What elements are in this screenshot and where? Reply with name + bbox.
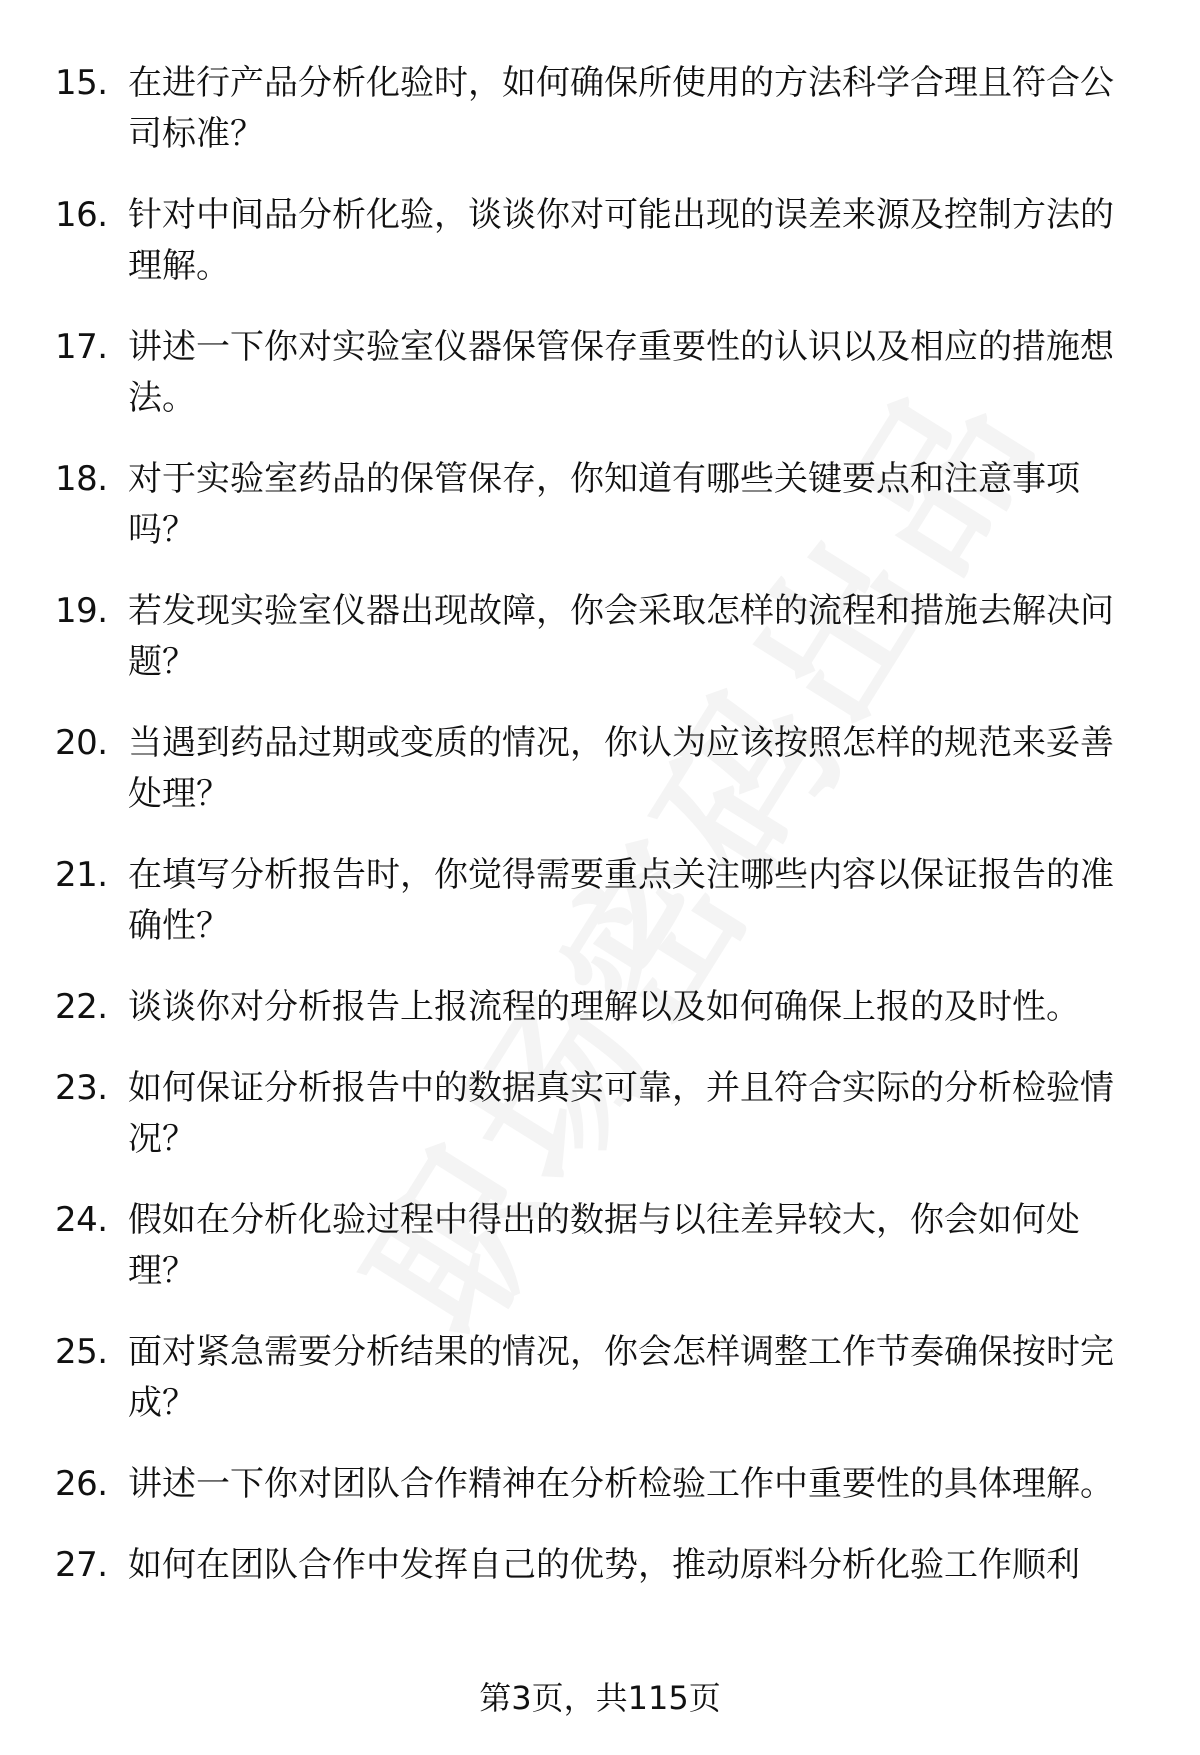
question-number: 27. [55, 1545, 108, 1585]
question-text: 在进行产品分析化验时，如何确保所使用的方法科学合理且符合公司标准？ [128, 63, 1114, 154]
question-item [55, 1327, 1145, 1429]
question-number: 24. [55, 1200, 108, 1240]
question-item [55, 190, 1145, 292]
question-number: 20. [55, 723, 108, 763]
question-text: 当遇到药品过期或变质的情况，你认为应该按照怎样的规范来妥善处理？ [128, 723, 1114, 814]
question-number: 21. [55, 855, 108, 895]
question-text: 对于实验室药品的保管保存，你知道有哪些关键要点和注意事项吗？ [128, 459, 1080, 550]
question-text: 若发现实验室仪器出现故障，你会采取怎样的流程和措施去解决问题？ [128, 591, 1114, 682]
question-text: 谈谈你对分析报告上报流程的理解以及如何确保上报的及时性。 [128, 987, 1080, 1027]
question-text: 在填写分析报告时，你觉得需要重点关注哪些内容以保证报告的准确性？ [128, 855, 1114, 946]
question-item [55, 1540, 1145, 1591]
question-number: 18. [55, 459, 108, 499]
question-number: 17. [55, 327, 108, 367]
question-text: 如何保证分析报告中的数据真实可靠，并且符合实际的分析检验情况？ [128, 1068, 1114, 1159]
question-item [55, 58, 1145, 160]
question-text: 面对紧急需要分析结果的情况，你会怎样调整工作节奏确保按时完成？ [128, 1332, 1114, 1423]
question-number: 25. [55, 1332, 108, 1372]
question-number: 15. [55, 63, 108, 103]
question-item [55, 1063, 1145, 1165]
question-item [55, 322, 1145, 424]
page-footer: 第3页，共115页 [479, 1679, 721, 1717]
question-text: 如何在团队合作中发挥自己的优势，推动原料分析化验工作顺利 [128, 1545, 1080, 1585]
question-text: 讲述一下你对团队合作精神在分析检验工作中重要性的具体理解。 [128, 1464, 1114, 1504]
question-item [55, 718, 1145, 820]
question-text: 讲述一下你对实验室仪器保管保存重要性的认识以及相应的措施想法。 [128, 327, 1114, 418]
question-item [55, 1195, 1145, 1297]
question-number: 22. [55, 987, 108, 1027]
question-number: 23. [55, 1068, 108, 1108]
question-number: 16. [55, 195, 108, 235]
question-list [55, 58, 1145, 1621]
question-item [55, 850, 1145, 952]
question-text: 针对中间品分析化验，谈谈你对可能出现的误差来源及控制方法的理解。 [128, 195, 1114, 286]
question-text: 假如在分析化验过程中得出的数据与以往差异较大，你会如何处理？ [128, 1200, 1080, 1291]
question-number: 19. [55, 591, 108, 631]
question-item [55, 1459, 1145, 1510]
question-item [55, 586, 1145, 688]
question-item [55, 454, 1145, 556]
question-number: 26. [55, 1464, 108, 1504]
question-item [55, 982, 1145, 1033]
